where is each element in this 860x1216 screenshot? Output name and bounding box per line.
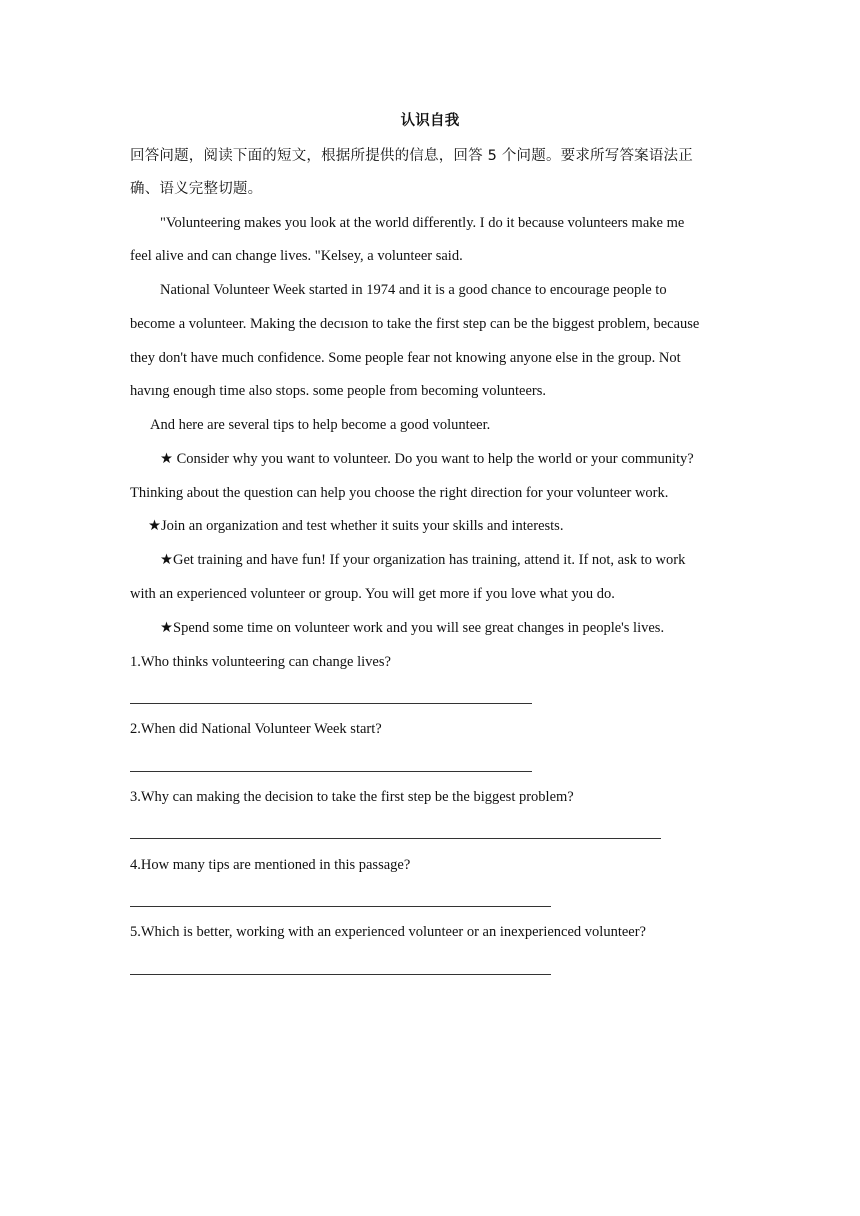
- passage-line: feel alive and can change lives. "Kelsey, a volunteer said.: [130, 248, 463, 264]
- instruction-line-2: 确、语义完整切题。: [130, 181, 263, 197]
- question-1: 1.Who thinks volunteering can change lives?: [130, 654, 391, 670]
- answer-line-3[interactable]: [130, 838, 661, 839]
- passage-line: havıng enough time also stops. some people from becoming volunteers.: [130, 383, 546, 399]
- question-3: 3.Why can making the decision to take the first step be the biggest problem?: [130, 789, 574, 805]
- tip-line: with an experienced volunteer or group. You will get more if you love what you do.: [130, 586, 615, 602]
- passage-line: And here are several tips to help become a good volunteer.: [150, 417, 491, 433]
- tip-line: ★ Consider why you want to volunteer. Do you want to help the world or your community?: [160, 451, 694, 467]
- page-title: 认识自我: [400, 113, 460, 129]
- instruction-line-1: 回答问题，阅读下面的短文，根据所提供的信息，回答 5 个问题。要求所写答案语法正: [130, 148, 693, 164]
- tip-line: ★Join an organization and test whether it suits your skills and interests.: [148, 518, 564, 534]
- passage-line: "Volunteering makes you look at the world differently. I do it because volunteers make me: [160, 215, 685, 231]
- answer-line-2[interactable]: [130, 771, 532, 772]
- tip-line: Thinking about the question can help you choose the right direction for your volunteer work.: [130, 485, 669, 501]
- tip-line: ★Spend some time on volunteer work and you will see great changes in people's lives.: [160, 620, 665, 636]
- answer-line-4[interactable]: [130, 906, 551, 907]
- question-4: 4.How many tips are mentioned in this passage?: [130, 857, 411, 873]
- passage-line: they don't have much confidence. Some people fear not knowing anyone else in the group. Not: [130, 350, 681, 366]
- question-5: 5.Which is better, working with an experienced volunteer or an inexperienced volunteer?: [130, 924, 646, 940]
- tip-line: ★Get training and have fun! If your organization has training, attend it. If not, ask to work: [160, 552, 686, 568]
- answer-line-5[interactable]: [130, 974, 551, 975]
- passage-line: become a volunteer. Making the decısıon to take the first step can be the biggest problem, because: [130, 316, 700, 332]
- answer-line-1[interactable]: [130, 703, 532, 704]
- question-2: 2.When did National Volunteer Week start?: [130, 721, 382, 737]
- passage-line: National Volunteer Week started in 1974 and it is a good chance to encourage people to: [160, 282, 667, 298]
